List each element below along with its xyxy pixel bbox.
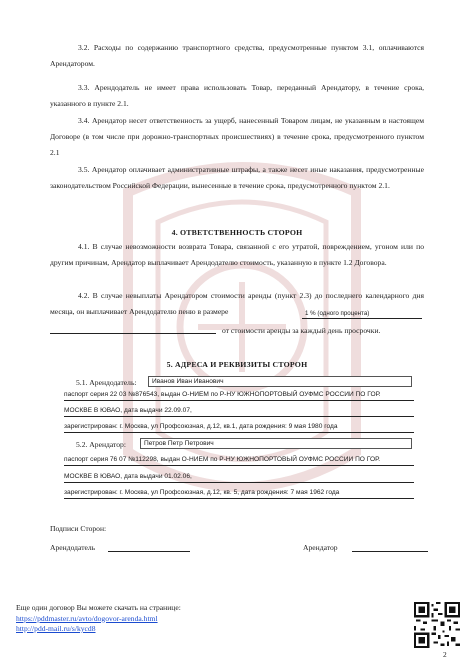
landlord-signature-label: Арендодатель: [50, 543, 96, 552]
footer-link-1[interactable]: https://pddmaster.ru/avto/dogovor-arenda.html: [16, 613, 158, 623]
tenant-label: 5.2. Арендатор:: [76, 440, 126, 449]
landlord-name: Иванов Иван Иванович: [148, 376, 412, 387]
section-5-title: 5. АДРЕСА И РЕКВИЗИТЫ СТОРОН: [166, 360, 308, 369]
penalty-rate-underline-2: [50, 333, 216, 334]
penalty-rate-value: 1 % (одного процента): [305, 310, 370, 317]
tenant-name: Петров Петр Петрович: [140, 438, 412, 449]
landlord-signature-line[interactable]: [108, 551, 190, 552]
clause-3-5: 3.5. Арендатор оплачивает административные штрафы, а также несет иные наказания, предусмотренные законодательством Российской Федерации, вынесенные в течение срока, предусмотренного пунктом 2.1.: [50, 165, 424, 190]
clause-3-3: 3.3. Арендодатель не имеет права использовать Товар, переданный Арендатору, в течение срока, указанного в пункте 2.1.: [50, 83, 424, 108]
landlord-passport-line-1: паспорт серия 22 03 №876543, выдан О-НИЕМ по Р-НУ ЮЖНОПОРТОВЫЙ ОУФМС РОССИИ ПО ГОР.: [64, 390, 414, 401]
footer-link-2[interactable]: http://pdd-mail.ru/s/kycd8: [16, 624, 96, 633]
footer-text: Еще один договор Вы можете скачать на странице:: [16, 603, 181, 612]
tenant-signature-label: Арендатор: [303, 543, 338, 552]
clause-4-1: 4.1. В случае невозможности возврата Товара, связанной с его утратой, повреждением, угоном или по другим причинам, Арендатор выплачивает Арендодателю стоимость, указанную в пункте 1.2 Договора.: [50, 242, 424, 267]
landlord-registration: зарегистрирован: г. Москва, ул Профсоюзная, д.12, кв.1, дата рождения: 9 мая 1980 года: [64, 422, 414, 433]
qr-code-icon: [414, 602, 460, 648]
landlord-passport-line-2: МОСКВЕ В ЮВАО, дата выдачи 22.09.07,: [64, 406, 414, 417]
clause-4-2-tail: от стоимости аренды за каждый день просрочки.: [222, 326, 381, 335]
tenant-signature-line[interactable]: [352, 551, 428, 552]
section-4-title: 4. ОТВЕТСТВЕННОСТЬ СТОРОН: [171, 228, 303, 237]
clause-3-2: 3.2. Расходы по содержанию транспортного средства, предусмотренные пунктом 3.1, оплачиваются Арендатором.: [50, 43, 424, 68]
penalty-rate-underline: [302, 318, 422, 319]
footer: [16, 603, 181, 635]
signatures-title: Подписи Сторон:: [50, 524, 107, 533]
landlord-label: 5.1. Арендодатель:: [76, 378, 137, 387]
tenant-registration: зарегистрирован: г. Москва, ул Профсоюзная, д.12, кв. 5, дата рождения: 7 мая 1962 года: [64, 488, 414, 499]
clause-4-2-text: 4.2. В случае невыплаты Арендатором стоимости аренды (пункт 2.3) до последнего календарного дня месяца, он выплачивает Арендодателю пеню в размере: [50, 291, 424, 316]
tenant-passport-line-1: паспорт серия 76 07 №112298, выдан О-НИЕМ по Р-НУ ЮЖНОПОРТОВЫЙ ОУФМС РОССИИ ПО ГОР.: [64, 455, 414, 466]
clause-3-4: 3.4. Арендатор несет ответственность за ущерб, нанесенный Товаром лицам, не указанным в настоящем Договоре (в том числе при дорожно-транспортных происшествиях) в течение срока, предусмотренного пунктом 2.1: [50, 116, 424, 157]
page-number: 2: [443, 650, 447, 659]
tenant-passport-line-2: МОСКВЕ В ЮВАО, дата выдачи 01.02.06,: [64, 472, 414, 483]
